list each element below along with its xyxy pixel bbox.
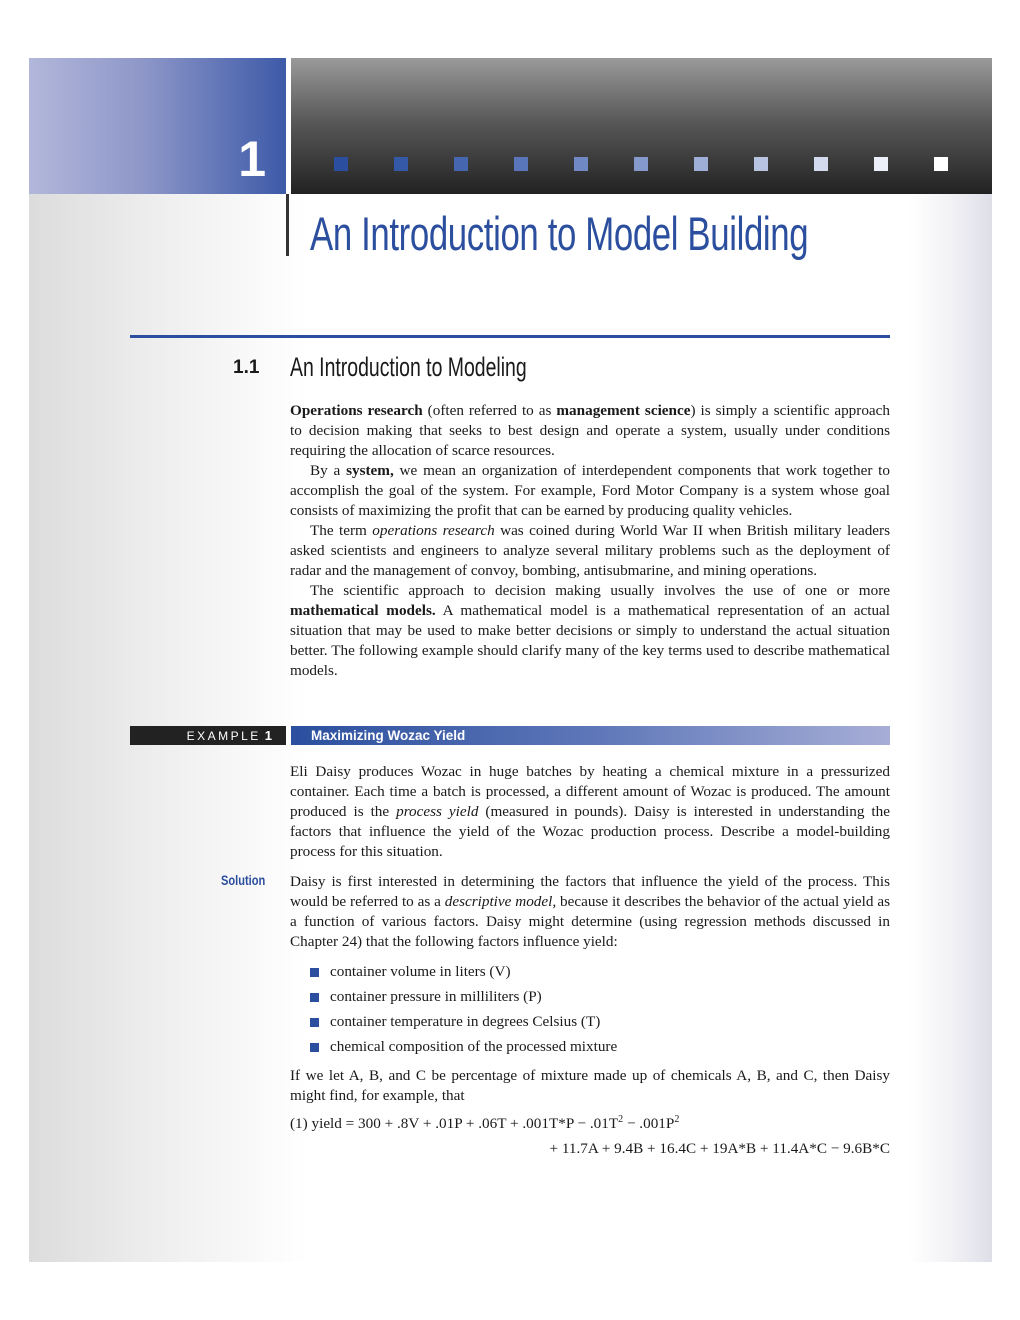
paragraph-2: By a system, we mean an organization of interdependent components that work together to accomplish the goal of the system. For example, Ford Motor Company is a system whose goal consists of maximizing the profit that can be earned by producing quality vehicles. bbox=[290, 462, 890, 519]
list-item: chemical composition of the processed mixture bbox=[310, 1037, 617, 1062]
paragraph-4: The scientific approach to decision making usually involves the use of one or more mathematical models. A mathematical model is a mathematical representation of an actual situation that may be used to make better decisions or simply to understand the actual situation better. The following example should clarify many of the key terms used to describe mathematical models. bbox=[290, 582, 890, 679]
list-item: container temperature in degrees Celsius (T) bbox=[310, 1012, 617, 1037]
chapter-number: 1 bbox=[238, 131, 266, 187]
equation-line-2: + 11.7A + 9.4B + 16.4C + 19A*B + 11.4A*C − 9.6B*C bbox=[549, 1140, 890, 1157]
solution-after: If we let A, B, and C be percentage of mixture made up of chemicals A, B, and C, then Daisy might find, for example, that bbox=[290, 1067, 890, 1104]
paragraph-1: Operations research (often referred to as management science) is simply a scientific approach to decision making that seeks to best design and operate a system, usually under conditions requiring the allocation of scarce resources. bbox=[290, 402, 890, 459]
list-item: container volume in liters (V) bbox=[310, 962, 617, 987]
square-icon bbox=[334, 157, 348, 171]
square-icon bbox=[694, 157, 708, 171]
square-icon bbox=[634, 157, 648, 171]
square-icon bbox=[754, 157, 768, 171]
solution-label: Solution bbox=[221, 873, 266, 888]
intro-text bbox=[290, 401, 890, 681]
section-rule bbox=[130, 335, 890, 338]
example-body: Eli Daisy produces Wozac in huge batches by heating a chemical mixture in a pressurized container. Each time a batch is processed, a different amount of Wozac is produced. The amount produced is the process yield (measured in pounds). Daisy is interested in understanding the factors that influence the yield of the Wozac production process. Describe a model-building process for this situation. bbox=[290, 763, 890, 860]
square-icon bbox=[574, 157, 588, 171]
title-rule bbox=[286, 194, 289, 256]
chapter-title: An Introduction to Model Building bbox=[310, 207, 809, 260]
square-icon bbox=[454, 157, 468, 171]
example-title: Maximizing Wozac Yield bbox=[291, 726, 890, 745]
paragraph-3: The term operations research was coined during World War II when British military leaders asked scientists and engineers to analyze several military problems such as the deployment of radar and the management of convoy, bombing, antisubmarine, and mining operations. bbox=[290, 522, 890, 579]
chapter-number-box bbox=[29, 58, 286, 194]
square-icon bbox=[874, 157, 888, 171]
square-icon bbox=[514, 157, 528, 171]
factor-list bbox=[310, 962, 617, 1062]
list-item: container pressure in milliliters (P) bbox=[310, 987, 617, 1012]
section-number: 1.1 bbox=[233, 357, 260, 378]
decorative-squares bbox=[334, 157, 954, 175]
square-icon bbox=[814, 157, 828, 171]
example-label: EXAMPLE 1 bbox=[130, 726, 286, 745]
section-title: An Introduction to Modeling bbox=[290, 352, 527, 382]
equation-line-1: (1) yield = $300 + .8V + .01P + .06T + .001T*P - .01T^2 - .001P^2$ bbox=[290, 1114, 680, 1132]
header-divider bbox=[286, 58, 291, 194]
solution-body: Daisy is first interested in determining the factors that influence the yield of the process. This would be referred to as a descriptive model, because it describes the behavior of the actual yield as a function of various factors. Daisy might determine (using regression methods discussed in Chapter 24) that the following factors influence yield: bbox=[290, 873, 890, 950]
square-icon bbox=[394, 157, 408, 171]
square-icon bbox=[934, 157, 948, 171]
